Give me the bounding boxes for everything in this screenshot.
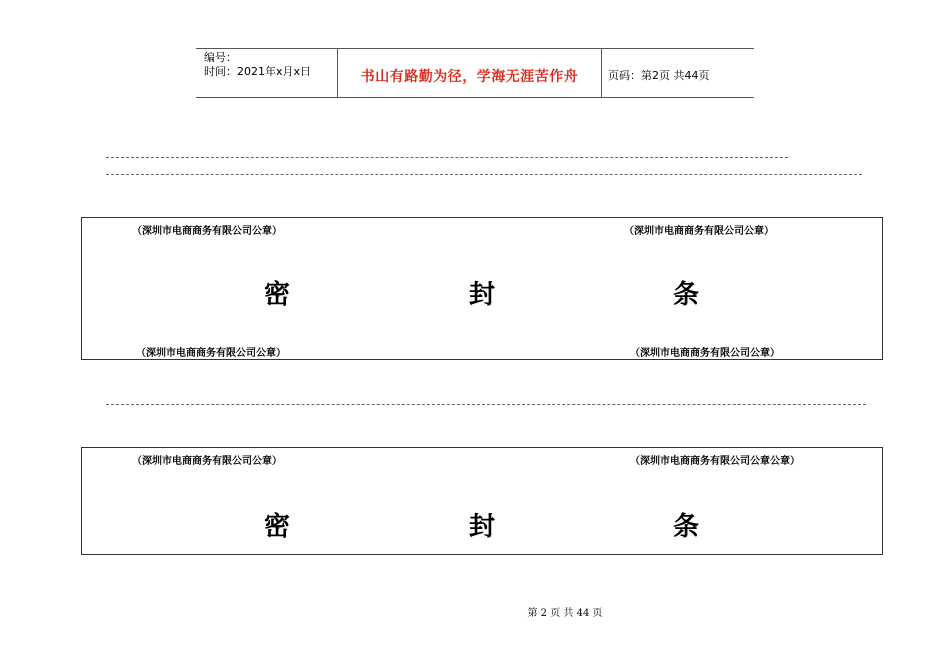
seal-char-feng: 封 [469,280,496,310]
seal-char-mi: 密 [264,512,291,542]
header-page-cell [602,49,754,97]
seal-stamp-bottom-right: （深圳市电商商务有限公司公章） [630,348,780,359]
seal-strip-2 [81,447,883,555]
seal-stamp-top-right: （深圳市电商商务有限公司公章） [624,226,774,237]
seal-stamp-top-left: （深圳市电商商务有限公司公章） [132,226,282,237]
seal-char-feng: 封 [469,512,496,542]
dashed-divider [106,157,788,158]
header-meta-cell [196,49,338,97]
page-info: 页码：第2页 共44页 [608,69,710,82]
dashed-divider [106,404,866,405]
dashed-divider [106,174,862,175]
seal-stamp-bottom-left: （深圳市电商商务有限公司公章） [136,348,286,359]
page-header [196,48,754,98]
page-footer: 第 2 页 共 44 页 [527,608,603,619]
seal-char-tiao: 条 [673,280,700,310]
number-label: 编号： [204,51,237,64]
header-motto-cell [338,49,602,97]
seal-strip-1 [81,217,883,360]
seal-stamp-top-left: （深圳市电商商务有限公司公章） [132,456,282,467]
seal-char-tiao: 条 [673,512,700,542]
seal-char-mi: 密 [264,280,291,310]
motto-text: 书山有路勤为径，学海无涯苦作舟 [360,69,579,85]
time-label: 时间：2021年x月x日 [204,65,312,78]
seal-stamp-top-right: （深圳市电商商务有限公司公章公章） [630,456,800,467]
